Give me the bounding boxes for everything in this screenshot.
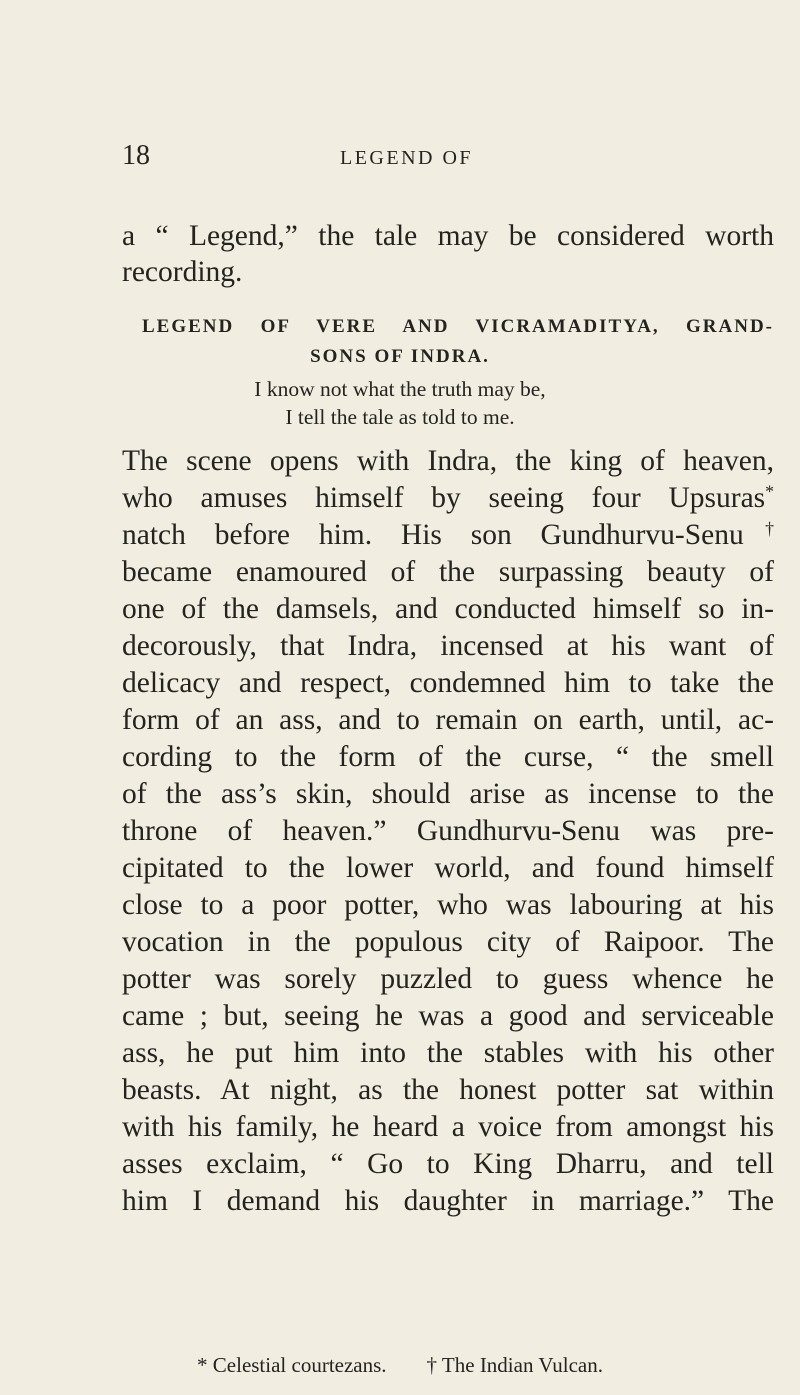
body-line-15: potter was sorely puzzled to guess whence he bbox=[122, 963, 774, 995]
body-line-2 bbox=[122, 481, 774, 514]
body-line-7: delicacy and respect, condemned him to take the bbox=[122, 667, 774, 699]
body-line-12: cipitated to the lower world, and found himself bbox=[122, 852, 774, 884]
footnotes bbox=[0, 1353, 800, 1378]
body-line-3-text: natch before him. His son Gundhurvu-Senu bbox=[122, 519, 744, 551]
intro-line-1: a “ Legend,” the tale may be considered worth bbox=[122, 220, 774, 252]
body-line-5: one of the damsels, and conducted himself so in- bbox=[122, 593, 774, 625]
body-line-11: throne of heaven.” Gundhurvu-Senu was pre- bbox=[122, 815, 774, 847]
body-line-2-text: who amuses himself by seeing four Upsuras bbox=[122, 482, 766, 514]
footnote-mark-asterisk: * bbox=[765, 481, 774, 502]
body-line-21: him I demand his daughter in marriage.” The bbox=[122, 1185, 774, 1217]
body-line-20: asses exclaim, “ Go to King Dharru, and tell bbox=[122, 1148, 774, 1180]
body-line-19: with his family, he heard a voice from amongst his bbox=[122, 1111, 774, 1143]
body-line-9: cording to the form of the curse, “ the smell bbox=[122, 741, 774, 773]
legend-title-line-1: LEGEND OF VERE AND VICRAMADITYA, GRAND- bbox=[142, 316, 774, 337]
body-line-8: form of an ass, and to remain on earth, until, ac- bbox=[122, 704, 774, 736]
page-number: 18 bbox=[122, 140, 150, 171]
body-line-18: beasts. At night, as the honest potter sat within bbox=[122, 1074, 774, 1106]
body-line-10: of the ass’s skin, should arise as incense to the bbox=[122, 778, 774, 810]
body-line-6: decorously, that Indra, incensed at his want of bbox=[122, 630, 774, 662]
intro-line-2: recording. bbox=[122, 256, 243, 288]
epigraph-line-2: I tell the tale as told to me. bbox=[285, 405, 515, 429]
body-line-3 bbox=[122, 518, 774, 551]
body-line-13: close to a poor potter, who was labouring at his bbox=[122, 889, 774, 921]
footnote-2: † The Indian Vulcan. bbox=[426, 1353, 603, 1377]
footnote-mark-dagger: † bbox=[743, 518, 774, 539]
body-line-1: The scene opens with Indra, the king of heaven, bbox=[122, 445, 774, 477]
epigraph-line-1: I know not what the truth may be, bbox=[254, 377, 546, 401]
body-line-4: became enamoured of the surpassing beauty of bbox=[122, 556, 774, 588]
body-line-16: came ; but, seeing he was a good and serviceable bbox=[122, 1000, 774, 1032]
legend-title-line-2: SONS OF INDRA. bbox=[310, 346, 490, 367]
running-head: LEGEND OF bbox=[340, 147, 474, 169]
body-line-17: ass, he put him into the stables with his other bbox=[122, 1037, 774, 1069]
footnote-1: * Celestial courtezans. bbox=[197, 1353, 387, 1377]
body-line-14: vocation in the populous city of Raipoor. The bbox=[122, 926, 774, 958]
